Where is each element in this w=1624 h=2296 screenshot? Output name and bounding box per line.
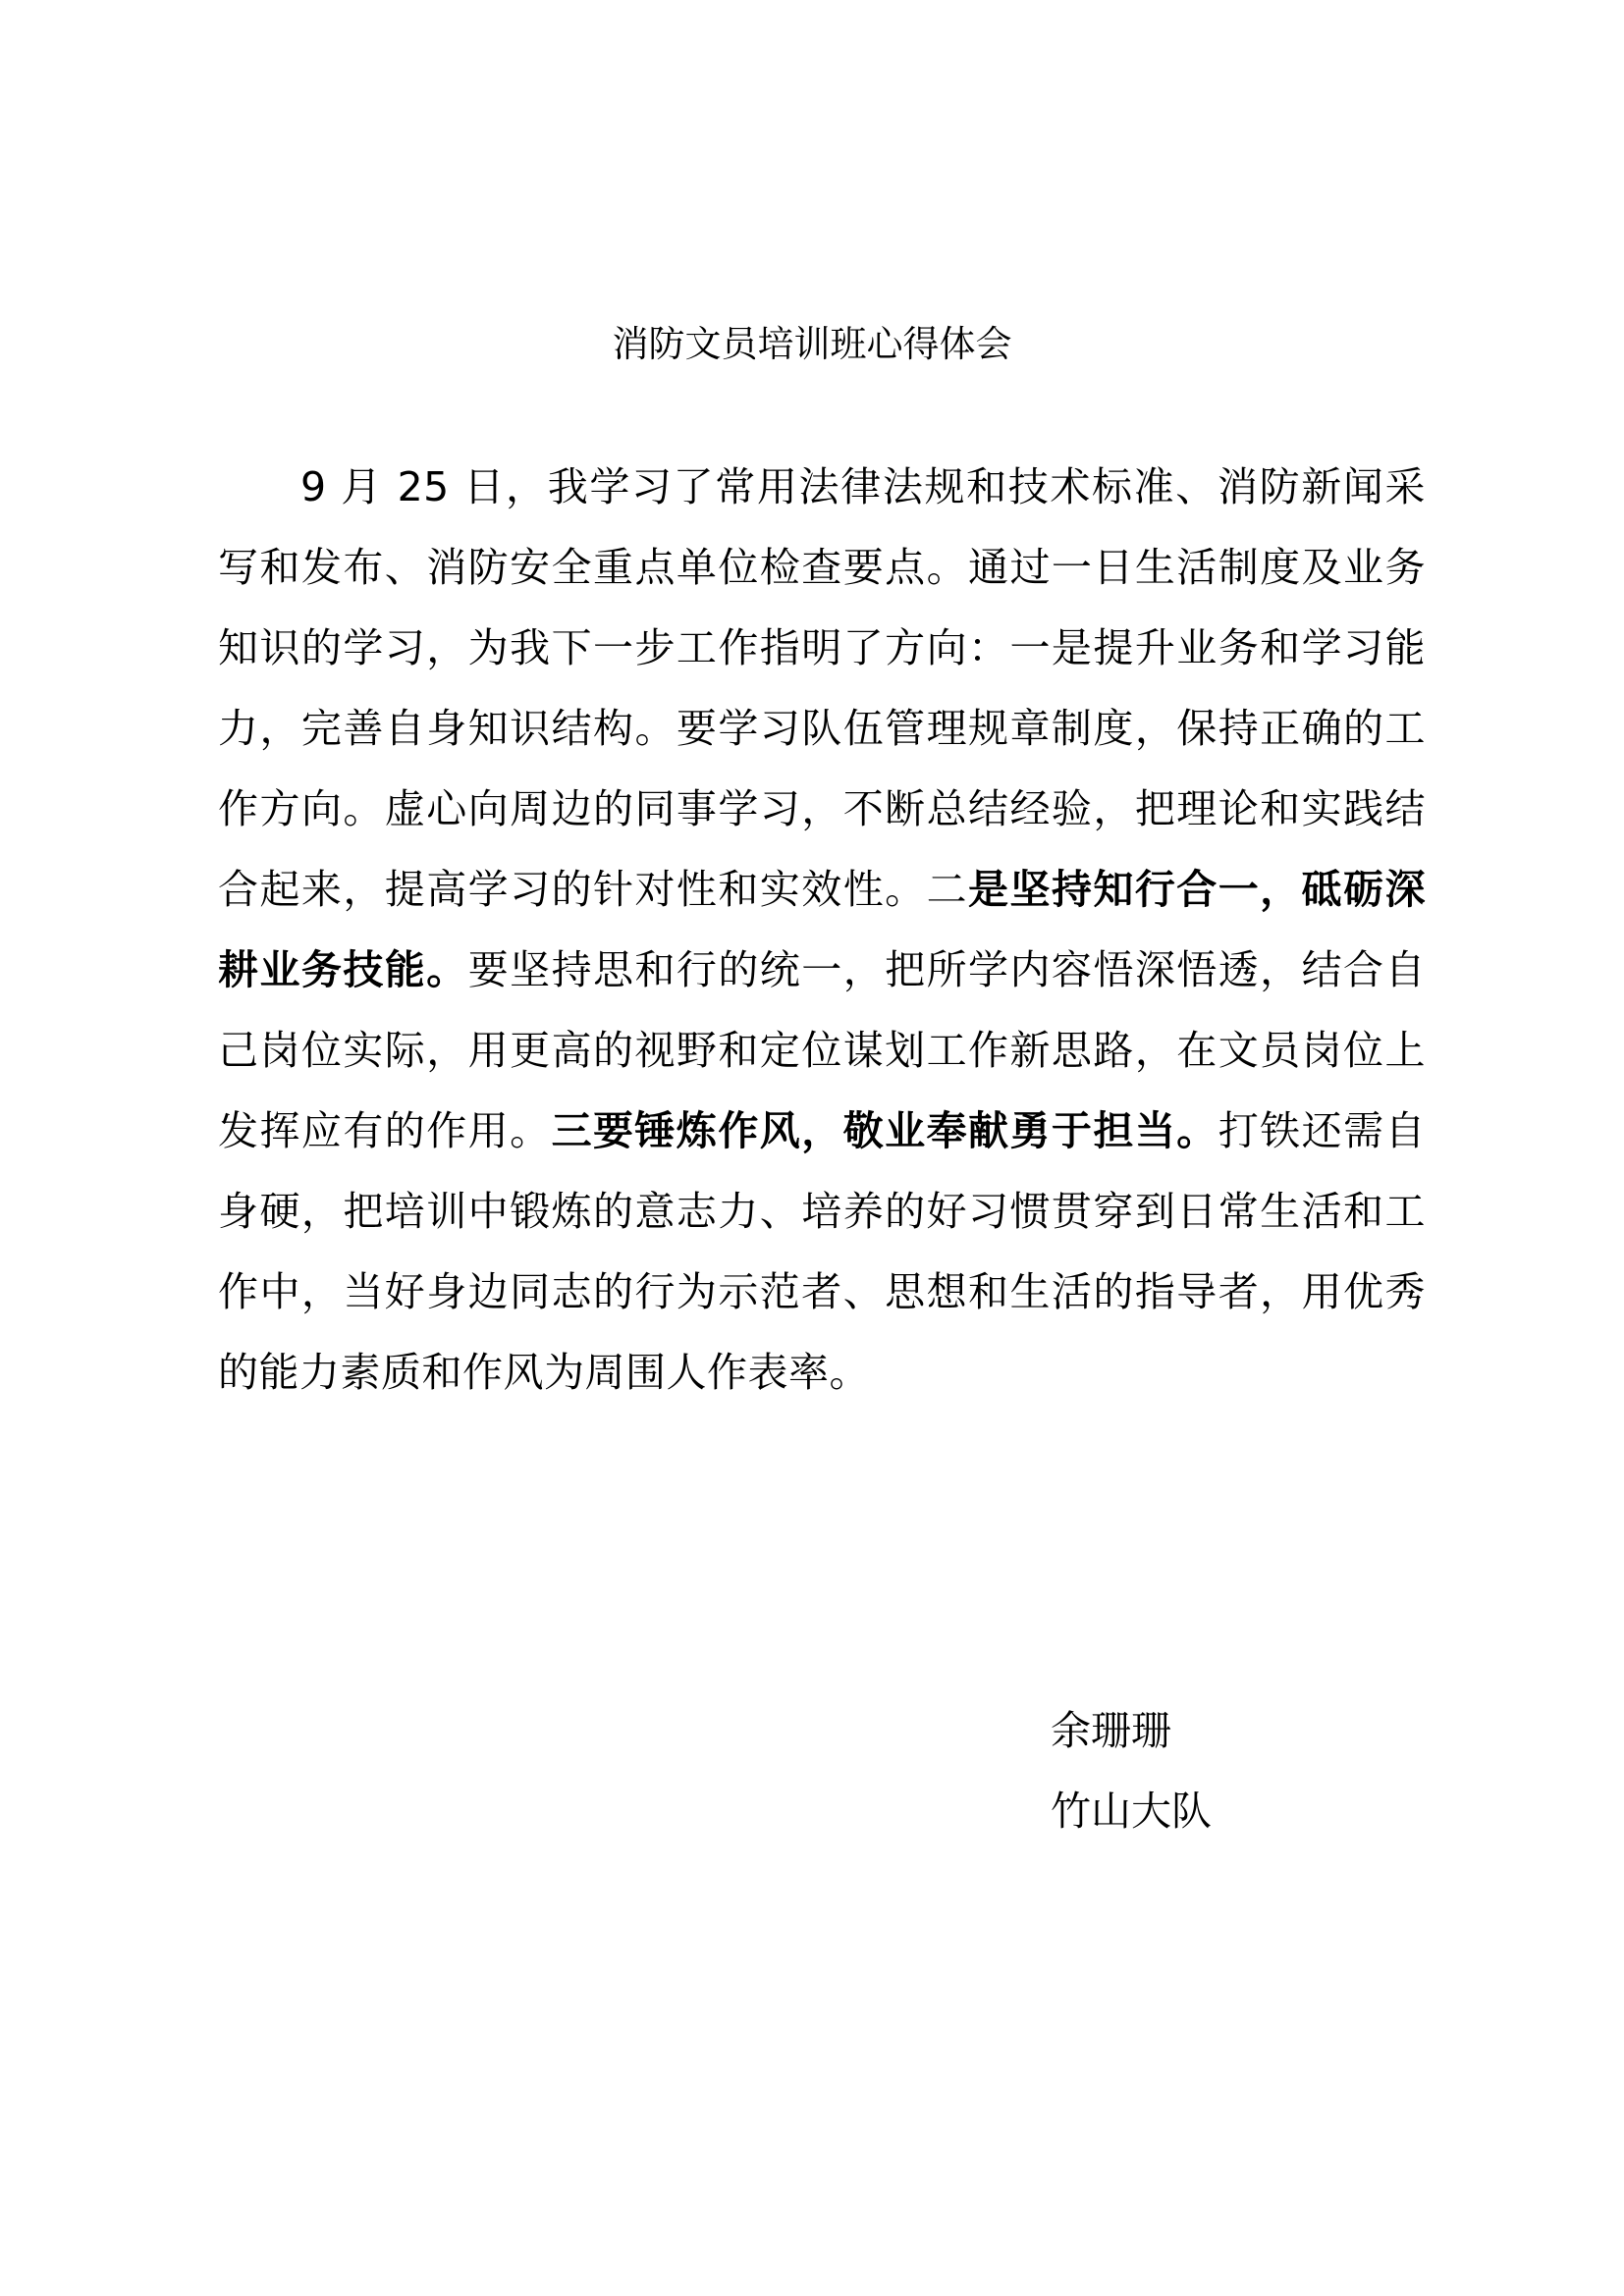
paragraph-text-1: 9 月 25 日，我学习了常用法律法规和技术标准、消防新闻采写和发布、消防安全重点单位检查要点。通过一日生活制度及业务知识的学习，为我下一步工作指明了方向：一是提升业务和学习能力，完善自身知识结构。要学习队伍管理规章制度，保持正确的工作方向。虚心向周边的同事学习，不断总结经验，把理论和实践结合起来，提高学习的针对性和实效性。二 — [218, 463, 1426, 913]
author-unit: 竹山大队 — [1051, 1788, 1212, 1835]
document-title: 消防文员培训班心得体会 — [612, 323, 1012, 365]
author-name: 余珊珊 — [1051, 1707, 1171, 1754]
emphasis-point-two: 是坚持知行合一，砥砺深耕业务技能。 — [218, 866, 1427, 993]
paragraph-text-3: 打铁还需自身硬，把培训中锻炼的意志力、培养的好习惯贯穿到日常生活和工作中，当好身边同志的行为示范者、思想和生活的指导者，用优秀的能力素质和作风为周围人作表率。 — [218, 1107, 1427, 1396]
emphasis-point-three: 三要锤炼作风，敬业奉献勇于担当。 — [551, 1107, 1218, 1154]
body-paragraph — [218, 447, 1426, 1413]
paragraph-text-2: 要坚持思和行的统一，把所学内容悟深悟透，结合自己岗位实际，用更高的视野和定位谋划工作新思路，在文员岗位上发挥应有的作用。 — [218, 946, 1427, 1154]
signature-block — [1051, 1690, 1443, 1851]
